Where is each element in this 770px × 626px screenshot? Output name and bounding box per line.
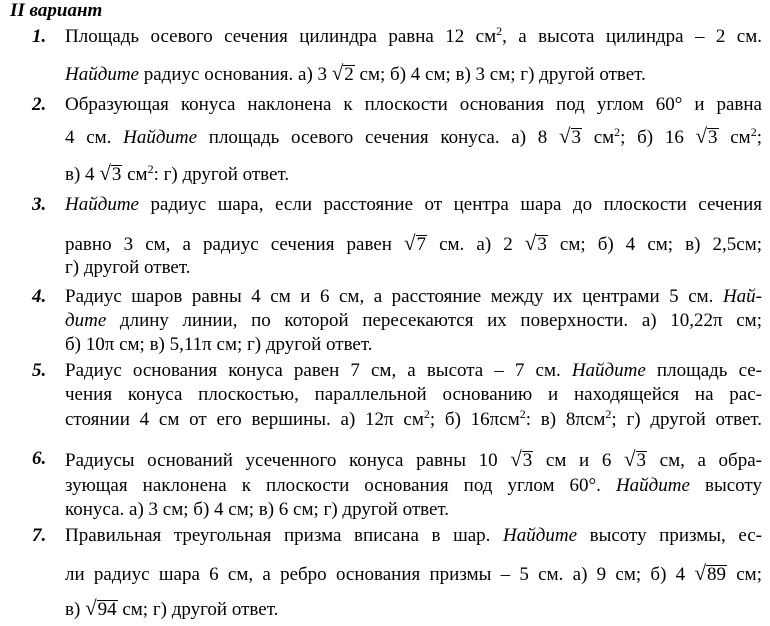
item-number: 6. xyxy=(32,448,47,469)
item-2-line-3: в) 4 √3 $см^2$: г) другой ответ. xyxy=(65,161,290,185)
item-number: 2. xyxy=(32,94,47,115)
item-3-line-2: равно 3 см, а радиус сечения равен √7 см. а) 2 √3 см; б) 4 см; в) 2,5см; xyxy=(65,231,763,255)
item-2-line-1: Образующая конуса наклонена к плоскости основания под углом 60° и равна xyxy=(65,94,762,115)
item-6-line-3: конуса. а) 3 см; б) 4 см; в) 6 см; г) другой ответ. xyxy=(65,499,450,520)
item-1-line-1: Площадь осевого сечения цилиндра равна 12 $см^2$, а высота цилиндра – 2 см. xyxy=(65,24,762,47)
item-5-line-1: Радиус основания конуса равен 7 см, а высота – 7 см. Найдите площадь се- xyxy=(65,360,762,381)
item-6-line-2: зующая наклонена к плоскости основания под углом 60°. Найдите высоту xyxy=(65,475,762,496)
item-7-line-2: ли радиус шара 6 см, а ребро основания призмы – 5 см. а) 9 см; б) 4 √89 см; xyxy=(65,561,762,585)
item-1-line-2: Найдите радиус основания. а) 3 √2 см; б) 4 см; в) 3 см; г) другой ответ. xyxy=(65,61,646,85)
item-2-line-2: 4 см. Найдите площадь осевого сечения конуса. а) 8 √3 $см^2$; б) 16 √3 $см^2$; xyxy=(65,124,762,148)
item-5-line-3: стоянии 4 см от его вершины. а) 12π $см^2$; б) 16πсм$^2$: в) 8πсм$^2$; г) другой ответ. xyxy=(65,407,763,430)
item-number: 5. xyxy=(32,360,47,381)
item-6-line-1: Радиусы оснований усеченного конуса равны 10 √3 см и 6 √3 см, а обра- xyxy=(65,447,762,471)
item-7-line-1: Правильная треугольная призма вписана в шар. Найдите высоту призмы, ес- xyxy=(65,525,763,546)
item-4-line-2: дите длину линии, по которой пересекаются их поверхности. а) 10,22π см; xyxy=(65,310,762,331)
item-3-line-3: г) другой ответ. xyxy=(65,257,191,278)
item-number: 3. xyxy=(32,194,47,215)
variant-title: II вариант xyxy=(10,0,103,21)
item-number: 1. xyxy=(32,26,47,47)
item-5-line-2: чения конуса плоскостью, параллельной основанию и находящейся на рас- xyxy=(65,384,762,405)
item-4-line-1: Радиус шаров равны 4 см и 6 см, а расстояние между их центрами 5 см. Най- xyxy=(65,286,762,307)
item-4-line-3: б) 10π см; в) 5,11π см; г) другой ответ. xyxy=(65,334,373,355)
item-7-line-3: в) √94 см; г) другой ответ. xyxy=(65,596,279,620)
sqrt: 2 xyxy=(344,64,354,85)
item-number: 7. xyxy=(32,525,47,546)
item-number: 4. xyxy=(32,286,47,307)
item-3-line-1: Найдите радиус шара, если расстояние от центра шара до плоскости сечения xyxy=(65,194,762,215)
